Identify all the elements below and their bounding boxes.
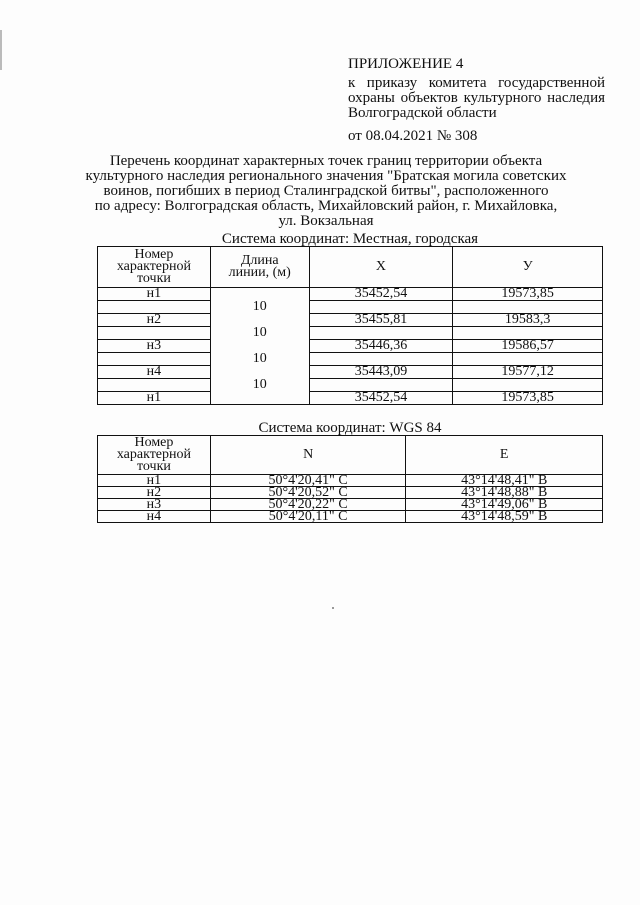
table-row (98, 366, 603, 379)
length-cell: 10 (210, 301, 309, 314)
point-cell: н1 (98, 475, 211, 487)
e-cell: 43°14'48,88" В (406, 487, 603, 499)
e-cell: 43°14'48,41" В (406, 475, 603, 487)
header-y: У (453, 247, 603, 288)
n-cell: 50°4'20,22" С (210, 499, 406, 511)
y-cell: 19586,57 (453, 340, 603, 353)
length-cell: 10 (210, 379, 309, 392)
x-cell: 35452,54 (309, 288, 453, 301)
point-cell: н1 (98, 288, 211, 301)
x-cell: 35443,09 (309, 366, 453, 379)
n-cell: 50°4'20,11" С (210, 511, 406, 523)
table-header-row (98, 247, 603, 288)
table-row (98, 314, 603, 327)
point-cell: н3 (98, 340, 211, 353)
title-line-4: по адресу: Волгоградская область, Михайловский район, г. Михайловка, (94, 198, 558, 214)
title-line-2: культурного наследия регионального значения "Братская могила советских (85, 168, 567, 184)
wgs84-coordinates-table (97, 435, 603, 523)
title-line-3: воинов, погибших в период Сталинградской битвы", расположенного (103, 183, 549, 199)
table-row (98, 392, 603, 405)
x-cell: 35455,81 (309, 314, 453, 327)
point-cell: н4 (98, 366, 211, 379)
coordinate-system-local: Система координат: Местная, городская (221, 231, 479, 247)
order-line-2: охраны объектов культурного наследия (348, 90, 605, 106)
title-line-5: ул. Вокзальная (278, 213, 374, 229)
point-cell: н3 (98, 499, 211, 511)
n-cell: 50°4'20,41" С (210, 475, 406, 487)
y-cell: 19583,3 (453, 314, 603, 327)
header-point-number: Номер характерной точки (98, 436, 211, 475)
point-cell: н2 (98, 487, 211, 499)
length-cell: 10 (210, 353, 309, 366)
header-line-length: Длина линии, (м) (210, 247, 309, 288)
order-reference (348, 76, 605, 121)
order-line-3: Волгоградской области (348, 105, 497, 121)
y-cell: 19573,85 (453, 392, 603, 405)
y-cell: 19573,85 (453, 288, 603, 301)
header-x: X (309, 247, 453, 288)
e-cell: 43°14'48,59" В (406, 511, 603, 523)
order-date: от 08.04.2021 № 308 (348, 128, 478, 144)
point-cell: н4 (98, 511, 211, 523)
table-row (98, 340, 603, 353)
n-cell: 50°4'20,52" С (210, 487, 406, 499)
length-cell: 10 (210, 327, 309, 340)
table-header-row (98, 436, 603, 475)
header-e: E (406, 436, 603, 475)
e-cell: 43°14'49,06" В (406, 499, 603, 511)
local-coordinates-table (97, 246, 603, 405)
x-cell: 35452,54 (309, 392, 453, 405)
header-n: N (210, 436, 406, 475)
header-point-number: Номер характерной точки (98, 247, 211, 288)
coordinate-system-wgs84: Система координат: WGS 84 (258, 420, 442, 436)
point-cell: н2 (98, 314, 211, 327)
point-cell: н1 (98, 392, 211, 405)
order-line-1: к приказу комитета государственной (348, 75, 605, 91)
x-cell: 35446,36 (309, 340, 453, 353)
appendix-heading: ПРИЛОЖЕНИЕ 4 (348, 56, 464, 72)
table-row (98, 511, 603, 523)
table-row (98, 288, 603, 301)
document-title (72, 154, 580, 229)
y-cell: 19577,12 (453, 366, 603, 379)
scan-edge-mark (0, 30, 2, 70)
scan-dot (332, 607, 334, 609)
title-line-1: Перечень координат характерных точек границ территории объекта (109, 153, 543, 169)
